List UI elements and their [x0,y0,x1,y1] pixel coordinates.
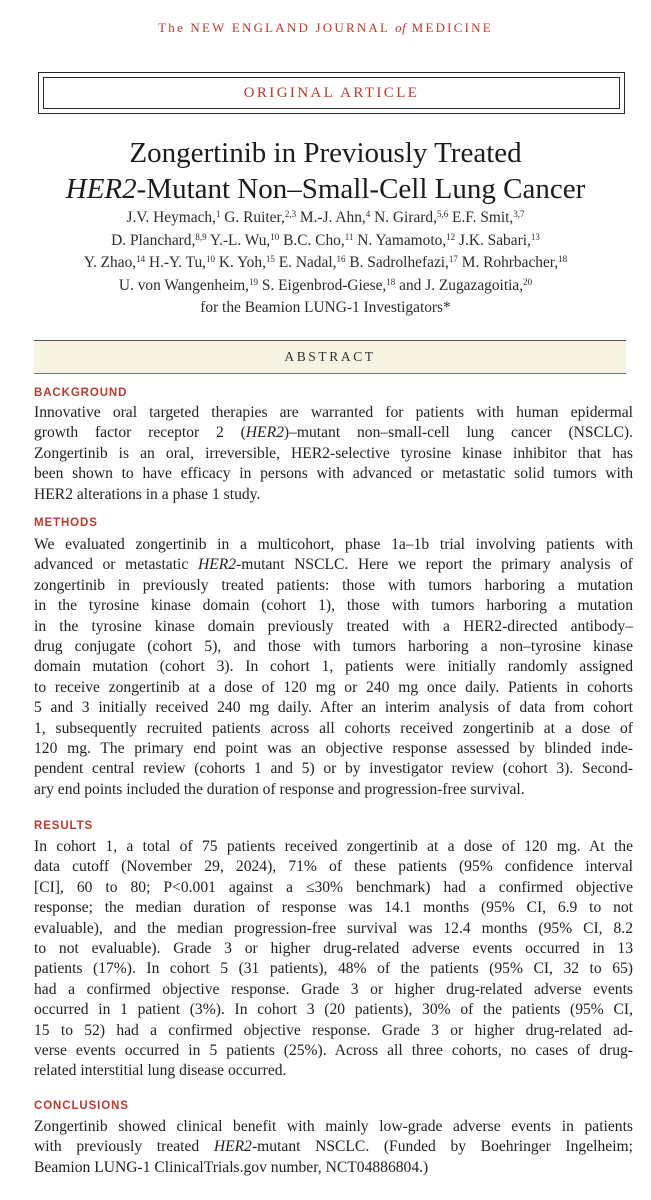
results-text-line: related interstitial lung disease occurred. [34,1062,287,1080]
author-affiliation-number: 13 [530,231,540,242]
author-name: M.-J. Ahn, [296,209,366,226]
results-paragraph [34,837,633,1082]
author-name: E.F. Smit, [448,209,514,226]
methods-text-line: drug conjugate (cohort 5), and those with tumors harboring a non–tyrosine kinase [34,638,633,656]
author-name: G. Ruiter, [220,209,285,226]
methods-text-line: in the tyrosine kinase domain previously treated with a HER2-directed antibody– [34,617,633,635]
author-name: B.C. Cho, [279,231,345,249]
journal-name-main: NEW ENGLAND JOURNAL [190,20,396,35]
author-affiliation-number: 10 [206,254,216,264]
methods-text-line: 5 and 3 initially received 240 mg daily. After an interim analysis of data from cohort [34,699,633,717]
author-name: K. Yoh, [215,254,266,271]
author-affiliation-number: 11 [344,231,354,242]
background-text-line: Innovative oral targeted therapies are warranted for patients with human epidermal [34,404,633,421]
author-affiliation-number: 17 [448,254,458,264]
results-text-line: data cutoff (November 29, 2024), 71% of these patients (95% confidence interval [34,858,633,876]
author-list [0,207,651,320]
results-text-line: evaluable), and the median progression-free survival was 12.4 months (95% CI, 8.2 [34,919,633,937]
author-affiliation-number: 18 [558,254,568,264]
author-name: for the Beamion LUNG-1 Investigators* [200,299,451,316]
author-affiliation-number: 14 [136,254,146,264]
methods-text-line: zongertinib in previously treated patients: those with tumors harboring a mutation [34,576,633,594]
methods-paragraph [34,535,633,800]
author-affiliation-number: 18 [386,276,396,287]
article-type-inner-frame [43,77,620,109]
methods-heading: METHODS [34,517,98,529]
author-line [0,207,651,230]
background-text-line: growth factor receptor 2 (HER2)–mutant non–small-cell lung cancer (NSCLC). [34,424,633,442]
author-name: S. Eigenbrod-Giese, [258,276,387,294]
methods-text-line: We evaluated zongertinib in a multicohort, phase 1a–1b trial involving patients with [34,536,633,553]
methods-text-line: to receive zongertinib at a dose of 120 mg or 240 mg once daily. Patients in cohorts [34,678,633,696]
article-type-box [38,72,625,114]
results-text-line: [CI], 60 to 80; P<0.001 against a ≤30% benchmark) had a confirmed objective [34,878,633,896]
author-name: J.K. Sabari, [455,231,531,249]
author-affiliation-number: 10 [270,231,280,242]
background-text-line: been shown to have efficacy in persons with advanced or metastatic solid tumors with [34,465,633,483]
results-text-line: had a confirmed objective response. Grade 3 or higher drug-related adverse events [34,980,633,998]
methods-text-line: ary end points included the duration of response and progression-free survival. [34,780,525,798]
author-name: U. von Wangenheim, [118,276,250,294]
background-text-line: HER2 alterations in a phase 1 study. [34,485,261,503]
author-affiliation-number: 2,3 [284,209,297,219]
author-affiliation-number: 5,6 [436,209,449,219]
author-affiliation-number: 16 [336,254,346,264]
author-affiliation-number: 8,9 [195,231,207,242]
journal-name-the: The [158,20,191,35]
author-name: and J. Zugazagoitia, [395,276,524,294]
results-text-line: verse events occurred in 5 patients (25%). Across all three cohorts, no cases of drug- [34,1042,633,1060]
results-text-line: patients (17%). In cohort 5 (31 patients), 48% of the patients (95% CI, 32 to 65) [34,960,633,978]
conclusions-paragraph [34,1117,633,1178]
methods-text-line: advanced or metastatic HER2-mutant NSCLC. Here we report the primary analysis of [34,556,633,574]
article-type-label: ORIGINAL ARTICLE [243,84,420,101]
methods-text-line: domain mutation (cohort 3). In cohort 1, patients were initially randomly assigned [34,658,633,676]
background-text-line: Zongertinib is an oral, irreversible, HER2-selective tyrosine kinase inhibitor that has [34,444,633,462]
article-title [0,135,651,207]
methods-text-line: 1, subsequently recruited patients across all cohorts received zongertinib at a dose of [34,719,633,737]
author-name: B. Sadrolhefazi, [345,254,449,271]
author-name: N. Girard, [370,209,437,226]
author-affiliation-number: 1 [215,209,221,219]
abstract-header-band [34,340,626,374]
author-affiliation-number: 15 [265,254,275,264]
author-line [0,252,651,275]
title-line-2 [0,171,651,207]
journal-masthead [0,20,651,36]
author-affiliation-number: 20 [523,276,533,287]
author-line [0,275,651,298]
author-line [0,230,651,253]
methods-text-line: pendent central review (cohorts 1 and 5) or by investigator review (cohort 3). Second- [34,760,633,778]
results-text-line: response; the median duration of response was 14.1 months (95% CI, 6.9 to not [34,899,633,917]
author-line [0,297,651,320]
background-paragraph [34,403,633,505]
journal-name-of: of [395,20,407,35]
conclusions-heading: CONCLUSIONS [34,1100,129,1112]
author-affiliation-number: 4 [365,209,371,219]
journal-name-medicine: MEDICINE [406,20,493,35]
conclusions-text-line: Beamion LUNG-1 ClinicalTrials.gov number, NCT04886804.) [34,1158,429,1176]
author-name: Y.-L. Wu, [206,231,271,249]
author-affiliation-number: 12 [446,231,456,242]
title-gene-name: HER2 [65,173,137,205]
title-line-1: Zongertinib in Previously Treated [129,137,522,169]
conclusions-text-line: with previously treated HER2-mutant NSCLC. (Funded by Boehringer Ingelheim; [34,1138,633,1156]
title-line-2-rest: -Mutant Non–Small-Cell Lung Cancer [136,173,586,205]
conclusions-text-line: Zongertinib showed clinical benefit with mainly low-grade adverse events in patients [34,1118,633,1135]
author-name: N. Yamamoto, [353,231,447,249]
results-text-line: 15 to 52) had a confirmed objective response. Grade 3 or higher drug-related ad- [34,1021,633,1039]
author-name: E. Nadal, [274,254,337,271]
author-name: H.-Y. Tu, [145,254,207,271]
author-name: D. Planchard, [111,231,196,249]
results-text-line: occurred in 1 patient (3%). In cohort 3 (20 patients), 30% of the patients (95% CI, [34,1001,633,1019]
author-name: Y. Zhao, [83,254,137,271]
author-affiliation-number: 3,7 [513,209,525,219]
background-heading: BACKGROUND [34,387,128,399]
author-name: J.V. Heymach, [126,209,216,226]
author-affiliation-number: 19 [249,276,259,287]
results-text-line: to not evaluable). Grade 3 or higher drug-related adverse events occurred in 13 [34,940,633,958]
methods-text-line: 120 mg. The primary end point was an objective response assessed by blinded inde- [34,740,633,758]
results-text-line: In cohort 1, a total of 75 patients received zongertinib at a dose of 120 mg. At the [34,838,633,855]
abstract-label: ABSTRACT [284,349,376,364]
author-name: M. Rohrbacher, [457,254,559,271]
methods-text-line: in the tyrosine kinase domain (cohort 1), those with tumors harboring a mutation [34,597,633,615]
results-heading: RESULTS [34,820,94,832]
